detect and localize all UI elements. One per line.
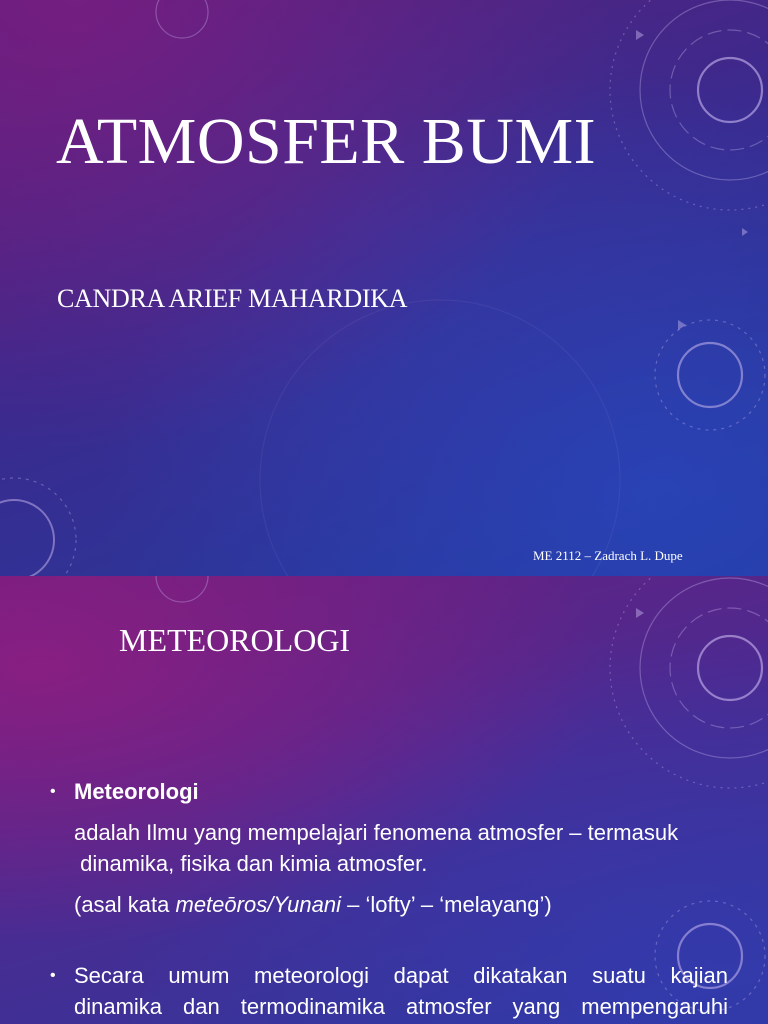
text-line: dinamika dan termodinamika atmosfer yang mempengaruhi: [74, 994, 728, 1019]
ring-top-small: [156, 576, 208, 602]
ring-top-right-inner: [670, 30, 768, 150]
slide-title-heading: ATMOSFER BUMI: [56, 105, 597, 178]
ring-top-small: [156, 0, 208, 38]
ring-top-right-inner: [670, 608, 768, 728]
arrow-marker-icon: [636, 30, 644, 40]
slide-heading: METEOROLOGI: [119, 622, 351, 658]
ring-top-right-core: [698, 636, 762, 700]
slide-footer: ME 2112 – Zadrach L. Dupe: [533, 548, 683, 563]
slide-content: [48, 776, 728, 1022]
bullet-icon: •: [50, 967, 56, 984]
ring-top-right-mid: [640, 0, 768, 180]
bullet-icon: •: [50, 783, 56, 800]
text-line: adalah Ilmu yang mempelajari fenomena atmosfer – termasuk: [74, 820, 679, 845]
ring-top-right-outer: [610, 0, 768, 210]
slide-meteorologi[interactable]: [0, 576, 768, 1024]
text-line: dinamika, fisika dan kimia atmosfer.: [74, 851, 428, 876]
ring-bottom-left-core: [0, 500, 54, 576]
bullet-heading: Meteorologi: [74, 779, 199, 804]
bullet-item: [48, 960, 728, 1022]
slide-subtitle-author: CANDRA ARIEF MAHARDIKA: [57, 284, 408, 313]
ring-top-right-outer: [610, 576, 768, 788]
ring-mid-right-outer: [655, 320, 765, 430]
ring-top-right-core: [698, 58, 762, 122]
etymology-term: meteōros/Yunani: [175, 892, 342, 917]
ring-bottom-left-outer: [0, 478, 76, 576]
arrow-marker-icon: [678, 320, 686, 330]
etymology-prefix: (asal kata: [74, 892, 176, 917]
ring-mid-right-core: [678, 343, 742, 407]
text-line: Secara umum meteorologi dapat dikatakan suatu kajian: [74, 963, 728, 988]
arrow-marker-icon: [636, 608, 644, 618]
arrow-marker-icon: [742, 228, 748, 236]
ring-faint: [260, 300, 620, 576]
ring-top-right-mid: [640, 578, 768, 758]
bullet-text: [48, 817, 728, 920]
bullet-item: [48, 776, 728, 807]
text-line-etymology: [74, 889, 728, 920]
etymology-suffix: – ‘lofty’ – ‘melayang’): [341, 892, 552, 917]
